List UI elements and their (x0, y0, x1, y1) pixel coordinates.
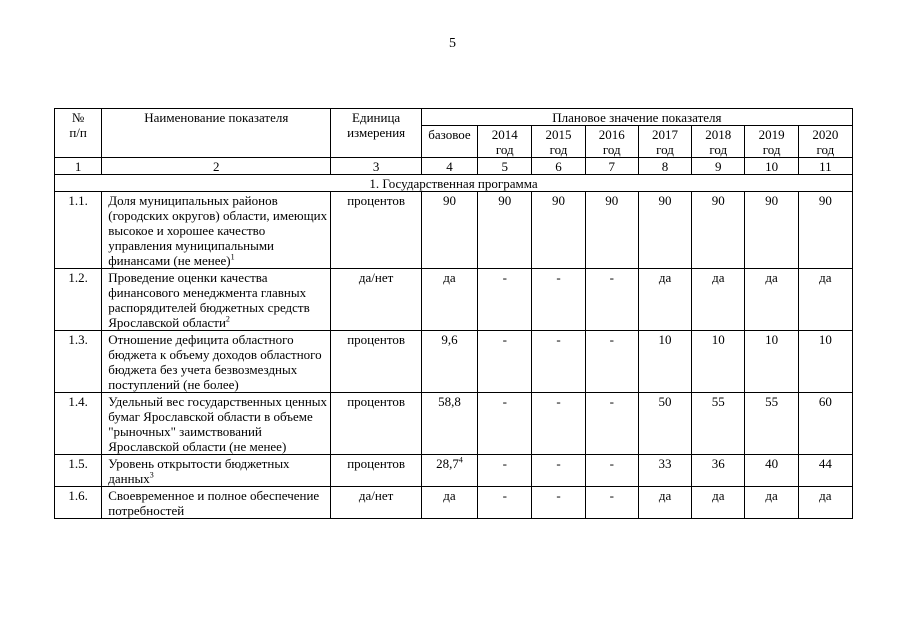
row-number: 1.3. (55, 331, 102, 393)
unit: процентов (331, 331, 421, 393)
indicators-table (54, 108, 853, 519)
year-value: да (692, 269, 745, 331)
indicator-name (102, 455, 331, 487)
header-base: базовое (421, 126, 477, 158)
year-value: 44 (798, 455, 852, 487)
header-year (585, 126, 638, 158)
header-year-value: 2015 (545, 127, 572, 142)
header-num: № п/п (55, 109, 102, 158)
indicator-name-text: Доля муниципальных районов (городских округов) области, имеющих высокое и хорошее качество управления муниципальными финансами (не менее) (108, 193, 328, 268)
indicator-name-text: Удельный вес государственных ценных бумаг Ярославской области в объеме "рыночных" заимствований Ярославской области (не менее) (108, 394, 328, 454)
row-number: 1.2. (55, 269, 102, 331)
base-value-text: 9,6 (441, 332, 458, 347)
header-year-suffix: год (549, 142, 568, 157)
base-value (421, 269, 477, 331)
column-number: 7 (585, 158, 638, 175)
header-year-suffix: год (656, 142, 674, 157)
base-value-text: 90 (442, 193, 456, 208)
year-value: - (585, 393, 638, 455)
header-year (798, 126, 852, 158)
base-value-text: 58,8 (438, 394, 461, 409)
header-year-value: 2017 (652, 127, 679, 142)
footnote-mark: 4 (458, 455, 463, 465)
footnote-mark: 3 (149, 470, 154, 480)
year-value: - (532, 331, 585, 393)
row-number: 1.1. (55, 192, 102, 269)
year-value: да (638, 269, 691, 331)
year-value: 10 (745, 331, 798, 393)
indicator-name-text: Проведение оценки качества финансового менеджмента главных распорядителей бюджетных средств Ярославской области (108, 270, 310, 330)
header-year-value: 2018 (705, 127, 732, 142)
column-number: 6 (532, 158, 585, 175)
base-value (421, 393, 477, 455)
header-year-value: 2020 (812, 127, 839, 142)
section-title: 1. Государственная программа (55, 175, 853, 192)
header-year-suffix: год (602, 142, 621, 157)
year-value: да (745, 487, 798, 519)
year-value: - (532, 455, 585, 487)
section-row (55, 175, 853, 192)
column-number: 9 (692, 158, 745, 175)
base-value-text: да (443, 270, 456, 285)
year-value: - (478, 393, 532, 455)
header-unit: Единица измерения (331, 109, 421, 158)
row-number: 1.4. (55, 393, 102, 455)
row-number: 1.5. (55, 455, 102, 487)
indicator-name-text: Отношение дефицита областного бюджета к объему доходов областного бюджета без учета безвозмездных поступлений (не более) (108, 332, 322, 392)
table-row (55, 331, 853, 393)
column-number: 2 (102, 158, 331, 175)
column-number: 5 (478, 158, 532, 175)
header-year-value: 2014 (491, 127, 518, 142)
header-name: Наименование показателя (102, 109, 331, 158)
row-number: 1.6. (55, 487, 102, 519)
page-number: 5 (449, 36, 456, 51)
header-year (745, 126, 798, 158)
year-value: - (478, 331, 532, 393)
unit: да/нет (331, 487, 421, 519)
header-year-value: 2019 (758, 127, 785, 142)
base-value-text: да (443, 488, 456, 503)
table-row (55, 487, 853, 519)
year-value: - (532, 393, 585, 455)
year-value: 90 (478, 192, 532, 269)
footnote-mark: 2 (225, 314, 230, 324)
column-number: 8 (638, 158, 691, 175)
header-row-top (55, 109, 853, 126)
year-value: - (478, 269, 532, 331)
column-number: 3 (331, 158, 421, 175)
header-year-suffix: год (495, 142, 514, 157)
year-value: - (585, 269, 638, 331)
header-plan: Плановое значение показателя (421, 109, 852, 126)
unit: да/нет (331, 269, 421, 331)
year-value: 90 (585, 192, 638, 269)
header-year (692, 126, 745, 158)
column-number: 1 (55, 158, 102, 175)
year-value: 55 (745, 393, 798, 455)
indicator-name (102, 393, 331, 455)
year-value: 90 (692, 192, 745, 269)
column-numbers-row (55, 158, 853, 175)
indicator-name (102, 269, 331, 331)
base-value (421, 331, 477, 393)
header-year (638, 126, 691, 158)
unit: процентов (331, 393, 421, 455)
header-year-suffix: год (762, 142, 781, 157)
header-year (532, 126, 585, 158)
year-value: 60 (798, 393, 852, 455)
year-value: 36 (692, 455, 745, 487)
header-year-suffix: год (709, 142, 728, 157)
year-value: да (692, 487, 745, 519)
indicator-name (102, 331, 331, 393)
column-number: 11 (798, 158, 852, 175)
year-value: 10 (638, 331, 691, 393)
indicator-name-text: Своевременное и полное обеспечение потребностей (108, 488, 320, 518)
year-value: 10 (692, 331, 745, 393)
base-value (421, 455, 477, 487)
base-value (421, 487, 477, 519)
footnote-mark: 1 (230, 252, 235, 262)
year-value: 10 (798, 331, 852, 393)
year-value: - (585, 455, 638, 487)
year-value: 90 (745, 192, 798, 269)
year-value: - (478, 455, 532, 487)
table-row (55, 269, 853, 331)
column-number: 10 (745, 158, 798, 175)
indicator-name (102, 487, 331, 519)
base-value-text: 28,7 (436, 456, 459, 471)
year-value: 55 (692, 393, 745, 455)
table-row (55, 192, 853, 269)
unit: процентов (331, 455, 421, 487)
year-value: - (585, 331, 638, 393)
header-year-value: 2016 (598, 127, 625, 142)
year-value: 90 (532, 192, 585, 269)
year-value: да (798, 269, 852, 331)
year-value: - (532, 269, 585, 331)
year-value: да (798, 487, 852, 519)
year-value: 50 (638, 393, 691, 455)
year-value: 40 (745, 455, 798, 487)
year-value: - (532, 487, 585, 519)
year-value: - (478, 487, 532, 519)
year-value: да (745, 269, 798, 331)
year-value: 90 (638, 192, 691, 269)
base-value (421, 192, 477, 269)
unit: процентов (331, 192, 421, 269)
table-row (55, 393, 853, 455)
header-year (478, 126, 532, 158)
indicator-name (102, 192, 331, 269)
table-row (55, 455, 853, 487)
year-value: - (585, 487, 638, 519)
year-value: 90 (798, 192, 852, 269)
header-year-suffix: год (816, 142, 835, 157)
indicator-name-text: Уровень открытости бюджетных данных (108, 456, 290, 486)
year-value: 33 (638, 455, 691, 487)
year-value: да (638, 487, 691, 519)
column-number: 4 (421, 158, 477, 175)
